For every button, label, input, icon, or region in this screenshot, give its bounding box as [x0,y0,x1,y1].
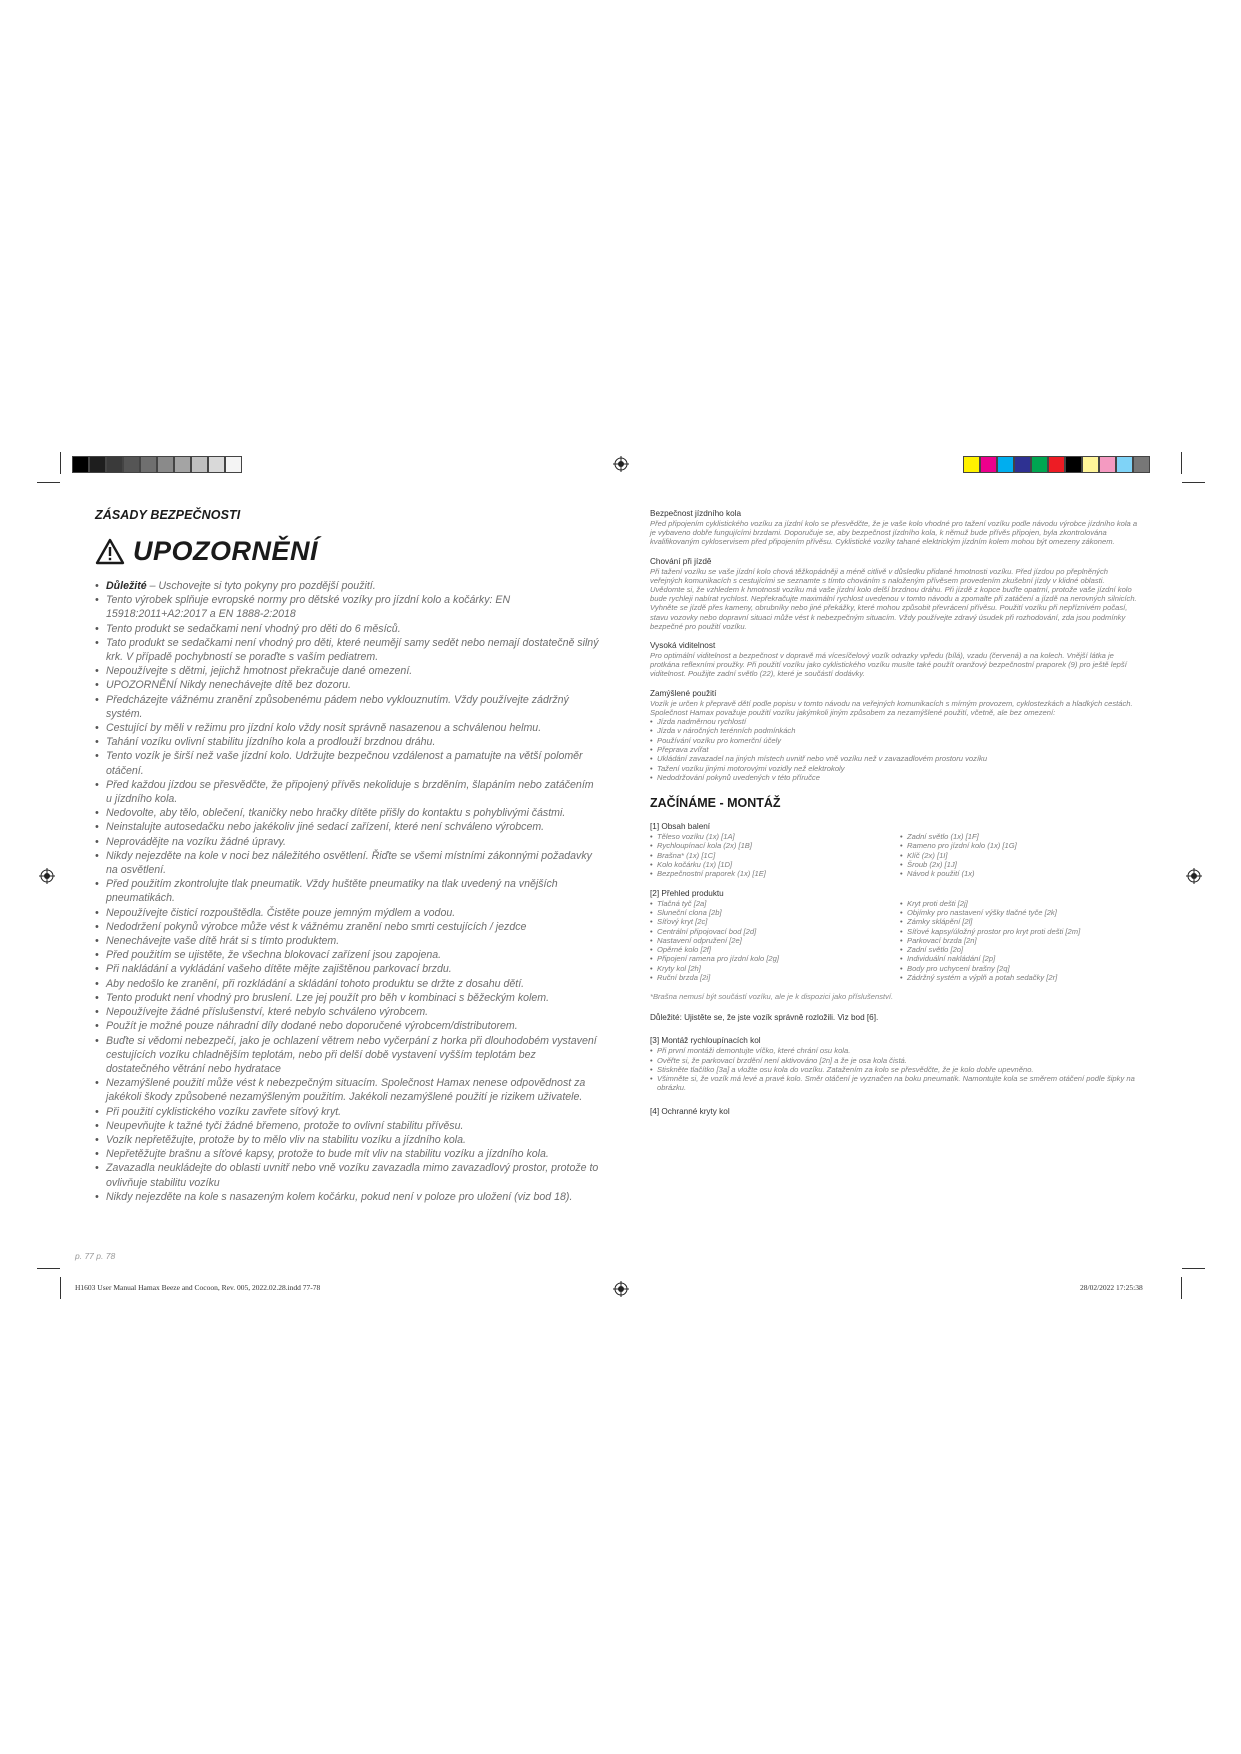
list-item: • Rameno pro jízdní kolo (1x) [1G] [900,841,1140,850]
list-item: • Cestující by měli v režimu pro jízdní kolo vždy nosit správně nasazenou a schválenou helmu. [95,721,600,735]
list-item: • Rychloupínací kola (2x) [1B] [650,841,900,850]
list-item: • Nedodržování pokynů uvedených v této příručce [650,773,1140,782]
list-item: • Zavazadla neukládejte do oblasti uvnitř nebo vně vozíku zavazadla mimo zavazadlový prostor, protože to ovlivňuje stabilitu vozíku [95,1161,600,1189]
product-overview [650,889,1140,983]
warning-triangle-icon [95,538,125,565]
list-item: • Nikdy nejezděte na kole v noci bez náležitého osvětlení. Řiďte se všemi místními zákonnými požadavky na osvětlení. [95,849,600,877]
list-item: • Centrální připojovací bod [2d] [650,927,900,936]
list-item: • Všimněte si, že vozík má levé a pravé kolo. Směr otáčení je vyznačen na boku pneumatik. Namontujte kola se směrem otáčení podle šipky na obrázku. [650,1074,1140,1093]
list-item: • Aby nedošlo ke zranění, při rozkládání a skládání tohoto produktu se držte z dosahu dětí. [95,977,600,991]
list-item: • Šroub (2x) [1J] [900,860,1140,869]
list-item: • Nezamýšlené použití může vést k nebezpečným situacím. Společnost Hamax nenese odpovědnost za jakékoli škody způsobené nezamýšleným použitím. Jakékoli nezamýšlené použití je rizikem uživatele. [95,1076,600,1104]
list-item: • Návod k použití (1x) [900,869,1140,878]
package-contents [650,822,1140,878]
product-overview-heading: [2] Přehled produktu [650,888,724,898]
list-item: • Tahání vozíku ovlivní stabilitu jízdního kola a prodlouží brzdnou dráhu. [95,735,600,749]
slug-line-file: H1603 User Manual Hamax Beeze and Cocoon, Rev. 005, 2022.02.28.indd 77-78 [75,1283,321,1292]
list-item: • UPOZORNĚNÍ Nikdy nenechávejte dítě bez dozoru. [95,678,600,692]
list-item: • Neinstalujte autosedačku nebo jakékoliv jiné sedací zařízení, které není schváleno výrobcem. [95,820,600,834]
assembly-title: ZAČÍNÁME - MONTÁŽ [650,796,781,811]
list-item: • Při nakládání a vykládání vašeho dítěte mějte zajištěnou parkovací brzdu. [95,962,600,976]
list-item: • Zámky sklápění [2l] [900,917,1140,926]
registration-mark-icon [613,1281,629,1297]
important-note: Důležité: Ujistěte se, že jste vozík správně rozložili. Viz bod [6]. [650,1013,879,1023]
list-item: • Nedovolte, aby tělo, oblečení, tkaničky nebo hračky dítěte přišly do kontaktu s pohyblivými částmi. [95,806,600,820]
registration-mark-icon [1186,868,1202,884]
list-item: • Tento výrobek splňuje evropské normy pro dětské vozíky pro jízdní kolo a kočárky: EN 15918:2011+A2:2017 a EN 1888-2:2018 [95,593,600,621]
list-item: • Jízda nadměrnou rychlostí [650,717,1140,726]
visibility-heading: Vysoká viditelnost [650,641,716,651]
crop-mark-tr-v [1181,452,1182,474]
warning-heading [95,536,600,567]
list-item [95,579,600,593]
list-item: • Při první montáži demontujte víčko, které chrání osu kola. [650,1046,1140,1055]
package-contents-list-1 [650,832,900,878]
list-item: • Síťové kapsy/úložný prostor pro kryt proti dešti [2m] [900,927,1140,936]
list-item: • Kolo kočárku (1x) [1D] [650,860,900,869]
list-item: • Neupevňujte k tažné tyči žádné břemeno, protože to ovlivní stabilitu přívěsu. [95,1119,600,1133]
riding-behaviour-heading: Chování při jízdě [650,556,712,566]
crop-mark-bl-v [60,1277,61,1299]
list-item: • Nepoužívejte s dětmi, jejichž hmotnost překračuje dané omezení. [95,664,600,678]
list-item: • Individuální nakládání [2p] [900,954,1140,963]
product-overview-list-2 [900,899,1140,983]
package-contents-heading: [1] Obsah balení [650,822,711,832]
color-swatch [1065,456,1082,473]
color-swatch [208,456,225,473]
list-item: • Kryty kol [2h] [650,964,900,973]
color-swatch [174,456,191,473]
list-item: • Ukládání zavazadel na jiných místech uvnitř nebo vně vozíku než v zavazadlovém prostoru vozíku [650,754,1140,763]
quick-release-list [650,1046,1140,1092]
color-swatch [1014,456,1031,473]
list-item: • Zadní světlo (1x) [1F] [900,832,1140,841]
color-swatch [1099,456,1116,473]
color-swatch [106,456,123,473]
page-folio: p. 77 p. 78 [75,1251,116,1261]
color-swatch [123,456,140,473]
list-item: • Bezpečnostní praporek (1x) [1E] [650,869,900,878]
color-swatch [997,456,1014,473]
bike-safety-text: Před připojením cyklistického vozíku za jízdní kolo se přesvědčte, že je vaše kolo vhodné pro tažení vozíku podle návodu výrobce jízdního kola a je vybaveno dobře fungujícími brzdami. Doporučuje se, aby bezpečnost jízdního kola, k němuž bude přívěs připojen, byla zkontrolována kvalifikovaným cykloservisem před připojením přívěsu. Cyklistické vozíky tahané elektrickým jízdním kolem mohou být omezeny zákonem. [650,519,1138,547]
color-swatch [980,456,997,473]
important-text: – Uschovejte si tyto pokyny pro pozdější použití. [146,580,376,592]
quick-release-wheels [650,1036,1140,1092]
color-swatch [1082,456,1099,473]
quick-release-heading: [3] Montáž rychloupínacích kol [650,1036,761,1046]
package-contents-list-2 [900,832,1140,878]
list-item: • Parkovací brzda [2n] [900,936,1140,945]
list-item: • Tato produkt se sedačkami není vhodný pro děti, které neumějí samy sedět nebo nemají dostatečně silný krk. V případě pochybností se poraďte s vaším pediatrem. [95,636,600,664]
important-label: Důležité [106,580,147,592]
list-item: • Sluneční clona [2b] [650,908,900,917]
list-item: • Předcházejte vážnému zranění způsobenému pádem nebo vyklouznutím. Vždy používejte zádržný systém. [95,693,600,721]
bag-note: *Brašna nemusí být součástí vozíku, ale je k dispozici jako příslušenství. [650,992,894,1002]
list-item: • Nastavení odpružení [2e] [650,936,900,945]
list-item: • Zádržný systém a výplň a potah sedačky [2r] [900,973,1140,982]
cmyk-color-bar [963,456,1150,473]
list-item: • Používání vozíku pro komerční účely [650,736,1140,745]
color-swatch [1133,456,1150,473]
color-swatch [1031,456,1048,473]
crop-mark-tl-v [60,452,61,474]
intended-use-text: Vozík je určen k přepravě dětí podle popisu v tomto návodu na veřejných komunikacích s mírným provozem, cyklostezkách a hladkých cestách. Společnost Hamax považuje použití vozíku jakýmkoli jiným způsobem za nezamýšlené použití, včetně, ale bez omezení: [650,698,1133,717]
warning-list [95,579,600,593]
riding-behaviour-text: Při tažení vozíku se vaše jízdní kolo chová těžkopádněji a méně citlivě v důsledku přidané hmotnosti vozíku. Před jízdou po přeplněných veřejných komunikacích s cestujícími se seznamte s tímto chováním s naloženým přívěsem provedením zkušební jízdy v klidné oblasti. Uvědomte si, že vzhledem k hmotnosti vozíku má vaše jízdní kolo delší brzdnou dráhu. Při jízdě z kopce buďte opatrní, protože vaše jízdní kolo bude rychleji nabírat rychlost. Nepřekračujte maximální rychlost uvedenou v tomto návodu a zpomalte při zatáčení a jízdě na nerovných silnicích. Vyhněte se jízdě přes kameny, obrubníky nebo jiné překážky, které mohou způsobit převrácení přívěsu. Použití vozíku při nepříznivém počasí, stavu vozovky nebo dopravní situaci může vést k nebezpečným situacím. Vždy používejte zdravý úsudek při rozhodování, zda jsou podmínky bezpečné pro použití vozíku. [650,566,1137,631]
list-item: • Před použitím zkontrolujte tlak pneumatik. Vždy huštěte pneumatiky na tlak uvedený na vnějších pneumatikách. [95,877,600,905]
list-item: • Nepoužívejte žádné příslušenství, které nebylo schváleno výrobcem. [95,1005,600,1019]
riding-behaviour-block [650,557,1140,631]
color-swatch [89,456,106,473]
list-item: • Tento vozík je širší než vaše jízdní kolo. Udržujte bezpečnou vzdálenost a pamatujte na větší poloměr otáčení. [95,749,600,777]
list-item: • Tlačná tyč [2a] [650,899,900,908]
registration-mark-icon [613,456,629,472]
color-swatch [140,456,157,473]
list-item: • Jízda v náročných terénních podmínkách [650,726,1140,735]
list-item: • Body pro uchycení brašny [2q] [900,964,1140,973]
list-item: • Brašna* (1x) [1C] [650,851,900,860]
right-page [650,509,1140,1117]
list-item: • Tažení vozíku jinými motorovými vozidly než elektrokoly [650,764,1140,773]
color-swatch [191,456,208,473]
color-swatch [963,456,980,473]
list-item: • Klíč (2x) [1I] [900,851,1140,860]
list-item: • Použít je možné pouze náhradní díly dodané nebo doporučené výrobcem/distributorem. [95,1019,600,1033]
list-item: • Objímky pro nastavení výšky tlačné tyče [2k] [900,908,1140,917]
grayscale-color-bar [72,456,242,473]
list-item: • Přeprava zvířat [650,745,1140,754]
wheel-covers-heading: [4] Ochranné kryty kol [650,1106,730,1116]
list-item: • Tento produkt není vhodný pro bruslení. Lze jej použít pro běh v kombinaci s běžeckým kolem. [95,991,600,1005]
list-item: • Těleso vozíku (1x) [1A] [650,832,900,841]
list-item: • Zadní světlo [2o] [900,945,1140,954]
list-item: • Opěrné kolo [2f] [650,945,900,954]
list-item: • Nepřetěžujte brašnu a síťové kapsy, protože to bude mít vliv na stabilitu vozíku a jízdního kola. [95,1147,600,1161]
color-swatch [1048,456,1065,473]
color-swatch [157,456,174,473]
intended-use-block [650,689,1140,782]
safety-bullets [95,593,600,1204]
list-item: • Neprovádějte na vozíku žádné úpravy. [95,835,600,849]
list-item: • Připojení ramena pro jízdní kolo [2g] [650,954,900,963]
registration-mark-icon [39,868,55,884]
visibility-block [650,641,1140,679]
crop-mark-tl-h [37,482,60,483]
list-item: • Nikdy nejezděte na kole s nasazeným kolem kočárku, pokud není v poloze pro uložení (viz bod 18). [95,1190,600,1204]
intended-use-list [650,717,1140,782]
list-item: • Nepoužívejte čisticí rozpouštědla. Čistěte pouze jemným mýdlem a vodou. [95,906,600,920]
color-swatch [225,456,242,473]
list-item: • Síťový kryt [2c] [650,917,900,926]
product-overview-list-1 [650,899,900,983]
slug-line-date: 28/02/2022 17:25:38 [1080,1283,1143,1292]
list-item: • Před použitím se ujistěte, že všechna blokovací zařízení jsou zapojena. [95,948,600,962]
list-item: • Buďte si vědomi nebezpečí, jako je ochlazení větrem nebo vyčerpání z horka při dlouhodobém vystavení cestujících vozíku chladnějším teplotám, nebo při delší době vystavení vyšším teplotám bez dostatečného větrání nebo hydratace [95,1034,600,1077]
bike-safety-heading: Bezpečnost jízdního kola [650,509,742,518]
list-item: • Ověřte si, že parkovací brzdění není aktivováno [2n] a že je osa kola čistá. [650,1056,1140,1065]
list-item: • Vozík nepřetěžujte, protože by to mělo vliv na stabilitu vozíku a jízdního kola. [95,1133,600,1147]
crop-mark-br-v [1181,1277,1182,1299]
crop-mark-br-h [1182,1268,1205,1269]
warning-title: UPOZORNĚNÍ [133,536,319,566]
list-item: • Při použití cyklistického vozíku zavřete síťový kryt. [95,1105,600,1119]
list-item: • Ruční brzda [2i] [650,973,900,982]
crop-mark-tr-h [1182,482,1205,483]
list-item: • Tento produkt se sedačkami není vhodný pro děti do 6 měsíců. [95,622,600,636]
color-swatch [1116,456,1133,473]
list-item: • Nenechávejte vaše dítě hrát si s tímto produktem. [95,934,600,948]
section-title: ZÁSADY BEZPEČNOSTI [95,508,241,522]
list-item: • Kryt proti dešti [2j] [900,899,1140,908]
list-item: • Stiskněte tlačítko [3a] a vložte osu kola do vozíku. Zatažením za kolo se přesvědčte, že je kolo dobře upevněno. [650,1065,1140,1074]
intended-use-heading: Zamýšlené použití [650,688,717,698]
color-swatch [72,456,89,473]
crop-mark-bl-h [37,1268,60,1269]
list-item: • Nedodržení pokynů výrobce může vést k vážnému zranění nebo smrti cestujících / jezdce [95,920,600,934]
left-page [95,508,600,1204]
bike-safety-block [650,509,1140,547]
list-item: • Před každou jízdou se přesvědčte, že připojený přívěs nekoliduje s brzděním, šlapáním nebo zatáčením u jízdního kola. [95,778,600,806]
visibility-text: Pro optimální viditelnost a bezpečnost v dopravě má vícesíčelový vozík odrazky vpředu (bílá), vzadu (červená) a na kolech. Vnější látka je protkána reflexními proužky. Při použití vozíku jako cyklistického vozíku musíte také použít oranžový bezpečnostní praporek (9) pro ještě lepší viditelnost. Použijte zadní světlo (22), které je součástí dodávky. [650,651,1127,679]
